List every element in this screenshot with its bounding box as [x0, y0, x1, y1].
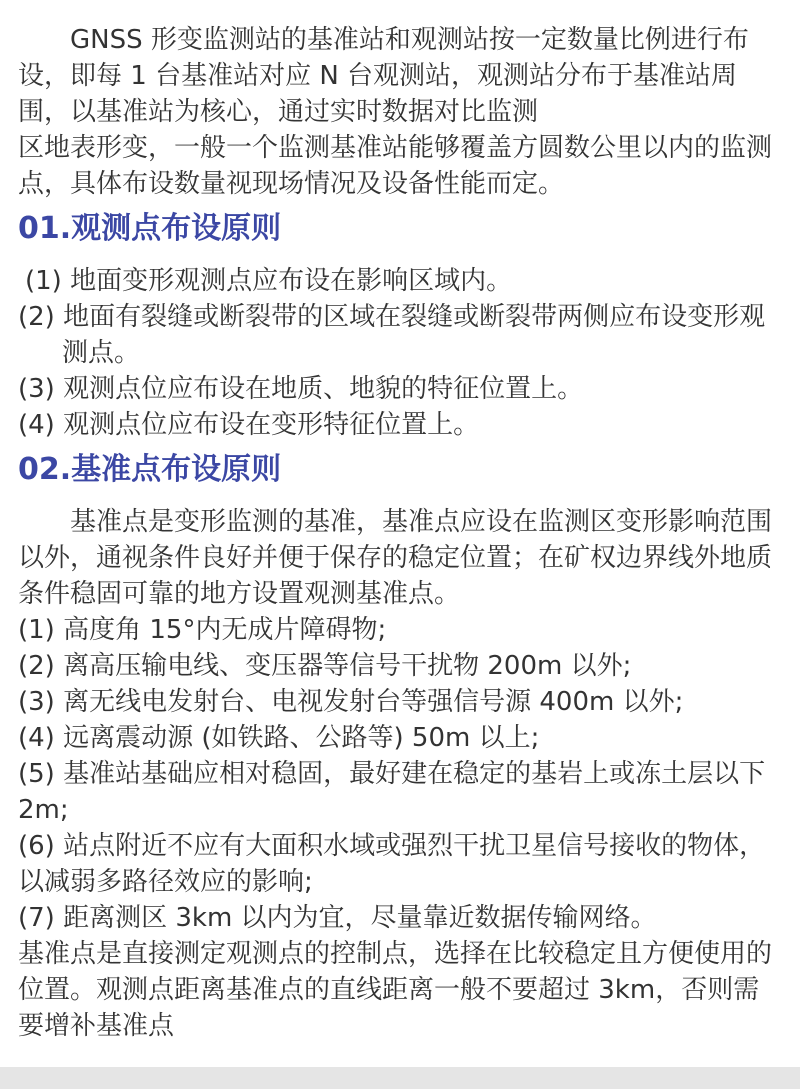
list-item: (1) 高度角 15°内无成片障碍物; — [18, 615, 387, 645]
intro-paragraph-1: GNSS 形变监测站的基准站和观测站按一定数量比例进行布设，即每 1 台基准站对应 N 台观测站，观测站分布于基准站周围，以基准站为核心，通过实时数据对比监测 — [18, 25, 749, 127]
footer-divider-bar — [0, 1067, 800, 1089]
section-2-heading: 02.基准点布设原则 — [18, 452, 282, 487]
list-item: (7) 距离测区 3km 以内为宜，尽量靠近数据传输网络。 — [18, 903, 657, 933]
list-item: (6) 站点附近不应有大面积水域或强烈干扰卫星信号接收的物体，以减弱多路径效应的影响; — [18, 831, 766, 897]
list-item: (4) 远离震动源 (如铁路、公路等) 50m 以上; — [18, 723, 540, 753]
list-item: (4) 观测点位应布设在变形特征位置上。 — [18, 410, 480, 440]
section-1-heading: 01.观测点布设原则 — [18, 211, 282, 246]
section-2-outro: 基准点是直接测定观测点的控制点，选择在比较稳定且方便使用的位置。观测点距离基准点的直线距离一般不要超过 3km，否则需要增补基准点 — [18, 939, 773, 1041]
section-1-list — [18, 263, 782, 443]
list-item: (2) 离高压输电线、变压器等信号干扰物 200m 以外; — [18, 651, 632, 681]
section-2-intro: 基准点是变形监测的基准，基准点应设在监测区变形影响范围以外，通视条件良好并便于保存的稳定位置；在矿权边界线外地质条件稳固可靠的地方设置观测基准点。 — [18, 507, 773, 609]
intro-paragraph-2: 区地表形变，一般一个监测基准站能够覆盖方圆数公里以内的监测点，具体布设数量视现场情况及设备性能而定。 — [18, 133, 773, 199]
list-item: (5) 基准站基础应相对稳固，最好建在稳定的基岩上或冻土层以下 2m; — [18, 759, 766, 825]
list-item: (3) 离无线电发射台、电视发射台等强信号源 400m 以外; — [18, 687, 684, 717]
list-item: (3) 观测点位应布设在地质、地貌的特征位置上。 — [18, 374, 584, 404]
list-item: (1) 地面变形观测点应布设在影响区域内。 — [25, 266, 513, 296]
list-item: (2) 地面有裂缝或断裂带的区域在裂缝或断裂带两侧应布设变形观测点。 — [18, 302, 766, 368]
section-2-list — [18, 612, 782, 936]
